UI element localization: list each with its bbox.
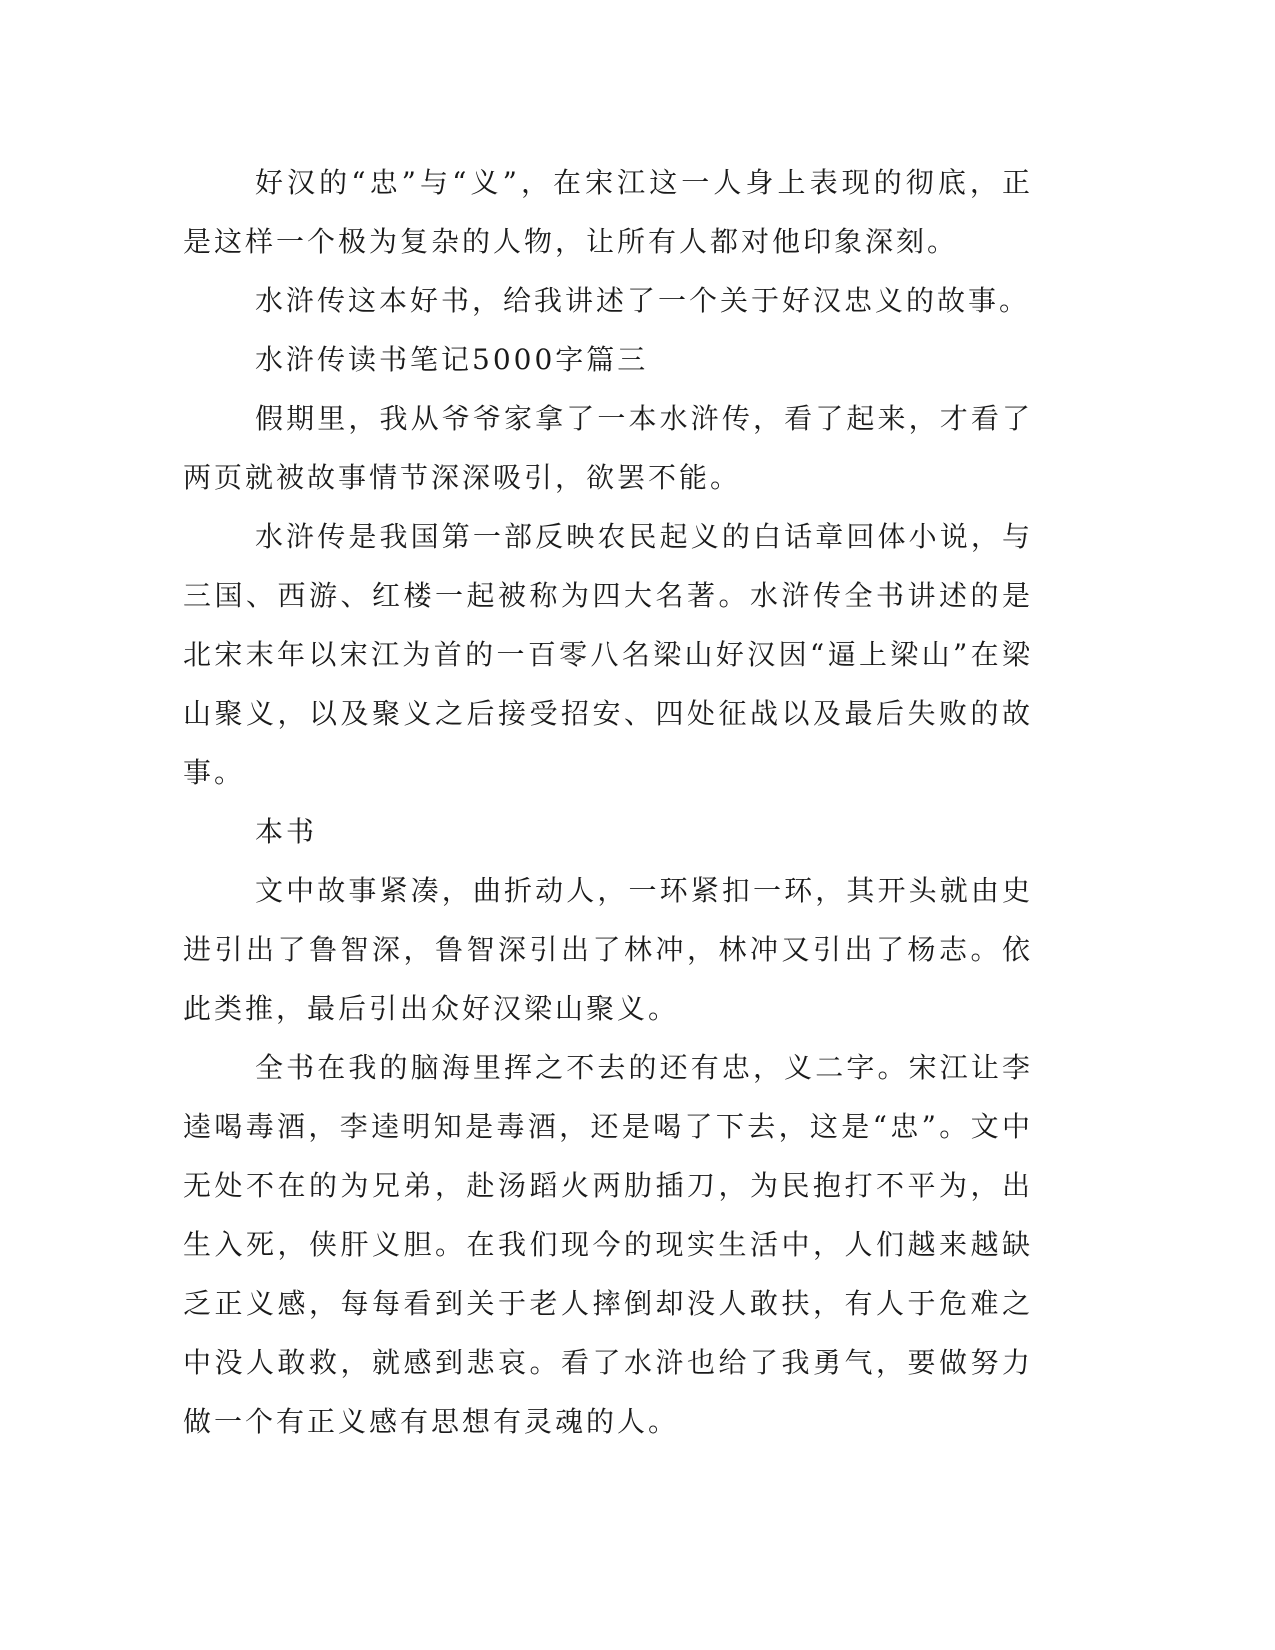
paragraph-5: 本书 <box>255 815 318 848</box>
document-body <box>183 153 1033 1451</box>
paragraph-3: 假期里，我从爷爷家拿了一本水浒传，看了起来，才看了两页就被故事情节深深吸引，欲罢不能。 <box>183 402 1033 494</box>
section-heading: 水浒传读书笔记5000字篇三 <box>255 343 649 376</box>
paragraph-1: 好汉的“忠”与“义”，在宋江这一人身上表现的彻底，正是这样一个极为复杂的人物，让所有人都对他印象深刻。 <box>183 166 1033 258</box>
paragraph-4: 水浒传是我国第一部反映农民起义的白话章回体小说，与三国、西游、红楼一起被称为四大名著。水浒传全书讲述的是北宋末年以宋江为首的一百零八名梁山好汉因“逼上梁山”在梁山聚义，以及聚义之后接受招安、四处征战以及最后失败的故事。 <box>183 520 1033 789</box>
paragraph-2: 水浒传这本好书，给我讲述了一个关于好汉忠义的故事。 <box>255 284 1031 317</box>
paragraph-7: 全书在我的脑海里挥之不去的还有忠，义二字。宋江让李逵喝毒酒，李逵明知是毒酒，还是喝了下去，这是“忠”。文中无处不在的为兄弟，赴汤蹈火两肋插刀，为民抱打不平为，出生入死，侠肝义胆。在我们现今的现实生活中，人们越来越缺乏正义感，每每看到关于老人摔倒却没人敢扶，有人于危难之中没人敢救，就感到悲哀。看了水浒也给了我勇气，要做努力做一个有正义感有思想有灵魂的人。 <box>183 1051 1033 1438</box>
paragraph-6: 文中故事紧凑，曲折动人，一环紧扣一环，其开头就由史进引出了鲁智深，鲁智深引出了林冲，林冲又引出了杨志。依此类推，最后引出众好汉梁山聚义。 <box>183 874 1033 1025</box>
